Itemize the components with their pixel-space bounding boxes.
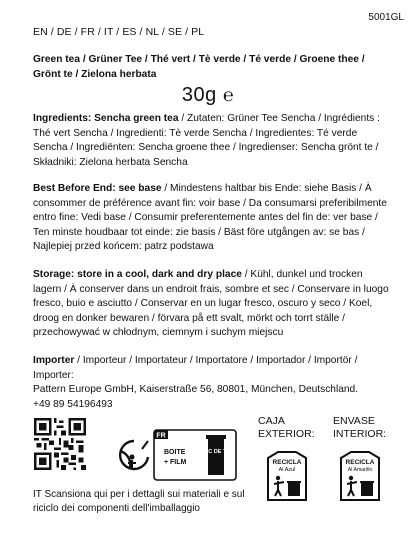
bin-text: BAC DE TRI bbox=[200, 449, 232, 455]
importer-section bbox=[33, 354, 393, 412]
recycle-exterior-title bbox=[258, 415, 315, 440]
recycle-yellow-bin-icon bbox=[337, 450, 383, 502]
storage-section bbox=[33, 268, 393, 341]
importer-translations: / Importeur / Importateur / Importatore / Importador / Importör / Importer: bbox=[33, 355, 358, 381]
best-before-label: Best Before End: see base bbox=[33, 183, 162, 194]
storage-label: Storage: store in a cool, dark and dry place bbox=[33, 269, 242, 280]
recycle-interior-title bbox=[333, 415, 386, 440]
importer-label: Importer bbox=[33, 355, 75, 366]
qr-code[interactable] bbox=[34, 418, 86, 470]
interior-title-line-2: INTERIOR: bbox=[333, 427, 387, 440]
triman-box: BOITE bbox=[164, 449, 186, 456]
best-before-translations: / Mindestens haltbar bis Ende: siehe Basis / À consommer de préférence avant fin: voir base / Da consumarsi preferibilmente entro fine: Vedi base / Consumir preferentemente antes del fin de: ver base / Ten minste houdbaar tot einde: zie basis / Bäst före utgången av: se bas / Najlepiej przed końcem: patrz podstawa bbox=[33, 183, 387, 253]
importer-phone: +49 89 54196493 bbox=[33, 398, 113, 410]
ingredients-label: Ingredients: Sencha green tea bbox=[33, 113, 179, 124]
italy-recycling-note: IT Scansiona qui per i dettagli sui materiali e sul riciclo dei componenti dell'imballaggio bbox=[33, 489, 245, 515]
net-weight bbox=[0, 84, 416, 107]
triman-film: + FILM bbox=[164, 459, 187, 466]
best-before-section bbox=[33, 182, 393, 255]
exterior-title-line-2: EXTERIOR: bbox=[258, 427, 315, 440]
importer-address: Pattern Europe GmbH, Kaiserstraße 56, 80801, München, Deutschland. bbox=[33, 384, 359, 396]
triman-icon bbox=[120, 441, 148, 469]
ingredients-section bbox=[33, 112, 393, 170]
estimated-sign: ℮ bbox=[222, 85, 235, 105]
recycle-blue-bin-icon bbox=[264, 450, 310, 502]
product-code: 5001GL bbox=[368, 12, 404, 23]
exterior-recicla: RECICLA bbox=[272, 459, 302, 466]
language-list: EN / DE / FR / IT / ES / NL / SE / PL bbox=[33, 26, 205, 38]
weight-value: 30g bbox=[181, 84, 217, 106]
interior-bin-name: Al Amarillo bbox=[347, 467, 373, 473]
ingredients-translations: / Zutaten: Grüner Tee Sencha / Ingrédients : Thé vert Sencha / Ingredienti: Tè verde Sencha / Ingredientes: Té verde Sencha / Ingrediënten: Sencha groene thee / Ingredienser: Sencha grönt te / Składniki: Zielona herbata Sencha bbox=[33, 113, 380, 168]
exterior-bin-name: Al Azul bbox=[278, 467, 296, 473]
storage-translations: / Kühl, dunkel und trocken lagern / À conserver dans un endroit frais, sombre et sec / Conservare in luogo fresco, buio e asciutto / Conservar en un lugar fresco, oscuro y seco / Koel, droog en donker bewaren / förvara på ett svalt, mörkt och torrt ställe / przechowywać w chłodnym, ciemnym i suchym miejscu bbox=[33, 269, 389, 339]
exterior-title-line-1: CAJA bbox=[258, 415, 285, 427]
product-name: Green tea / Grüner Tee / Thé vert / Tè verde / Té verde / Groene thee / Grönt te / Zielona herbata bbox=[33, 54, 365, 80]
interior-recicla: RECICLA bbox=[345, 459, 375, 466]
triman-country: FR bbox=[156, 432, 166, 440]
interior-title-line-1: ENVASE bbox=[333, 415, 375, 427]
triman-recycling-logo bbox=[118, 427, 238, 481]
